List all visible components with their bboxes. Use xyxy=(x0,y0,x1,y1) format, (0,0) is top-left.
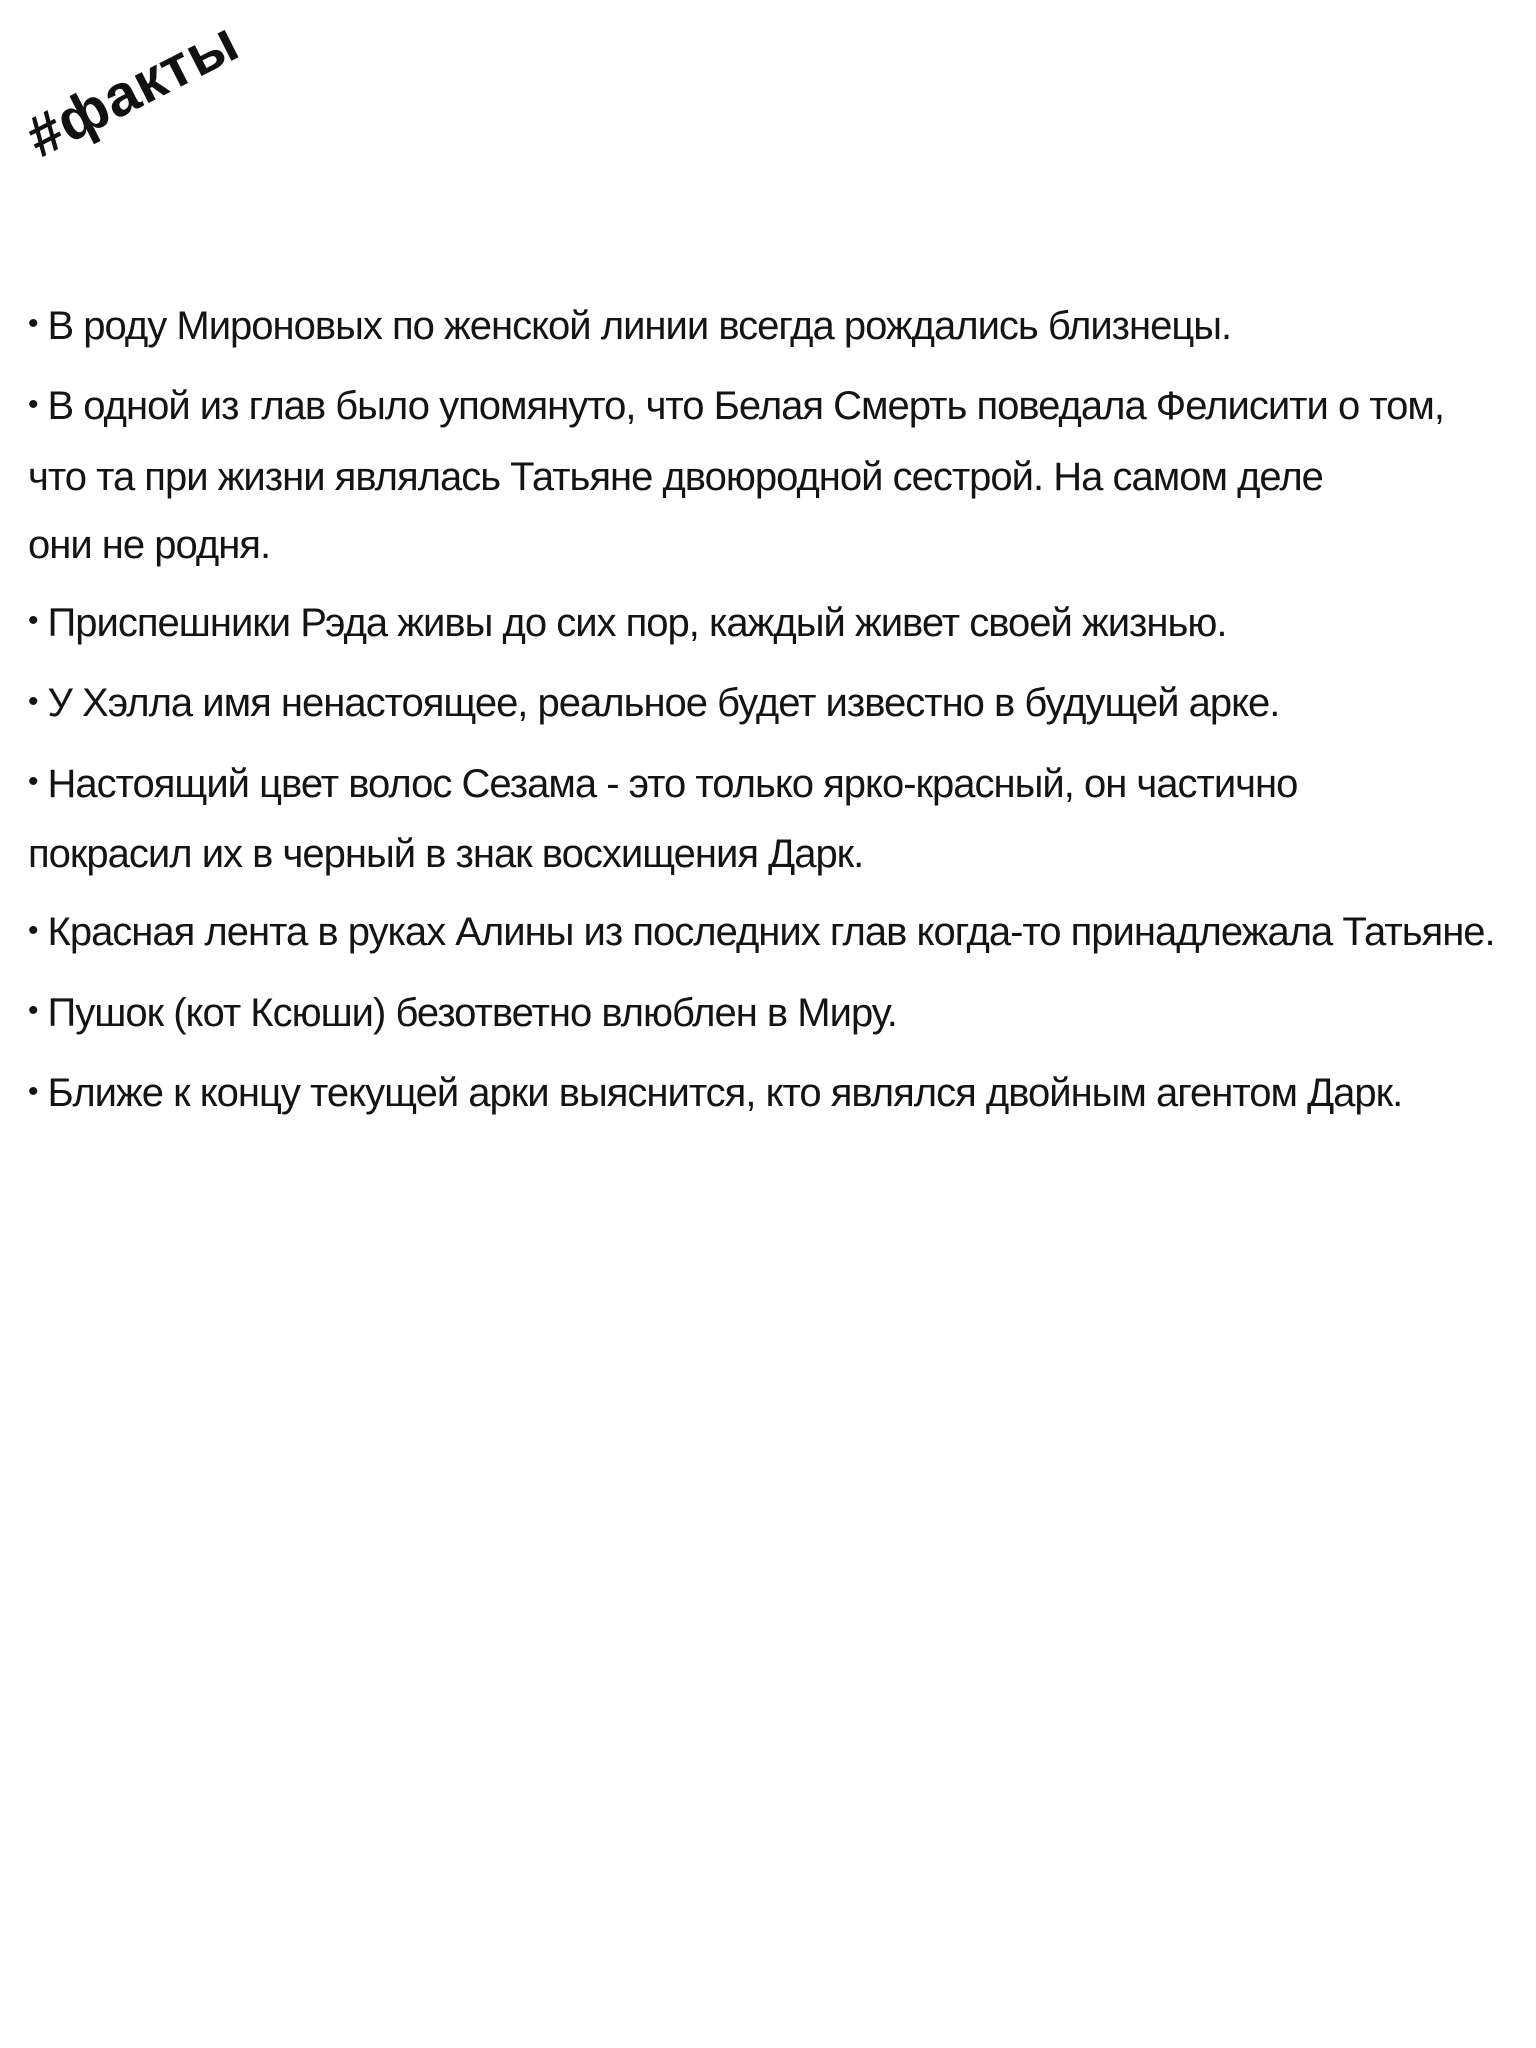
fact-line: • В одной из глав было упомянуто, что Белая Смерть поведала Фелисити о том, xyxy=(28,372,1528,442)
fact-item xyxy=(28,669,1528,739)
bullet-marker: • xyxy=(28,994,38,1028)
fact-item xyxy=(28,979,1528,1049)
fact-item xyxy=(28,589,1528,659)
fact-line: • Ближе к концу текущей арки выяснится, кто являлся двойным агентом Дарк. xyxy=(28,1059,1528,1129)
bullet-marker: • xyxy=(28,913,38,947)
fact-item xyxy=(28,292,1528,362)
facts-list xyxy=(28,292,1528,1140)
fact-item xyxy=(28,372,1528,578)
fact-line: • Приспешники Рэда живы до сих пор, каждый живет своей жизнью. xyxy=(28,589,1528,659)
fact-line: • Красная лента в руках Алины из последних глав когда-то принадлежала Татьяне. xyxy=(28,898,1528,968)
bullet-marker: • xyxy=(28,604,38,638)
bullet-marker: • xyxy=(28,387,38,421)
bullet-marker: • xyxy=(28,684,38,718)
fact-line: покрасил их в черный в знак восхищения Дарк. xyxy=(28,832,864,877)
bullet-marker: • xyxy=(28,1074,38,1108)
hashtag-title: #факты xyxy=(16,8,249,171)
fact-line: что та при жизни являлась Татьяне двоюродной сестрой. На самом деле xyxy=(28,454,1323,499)
fact-line: • Настоящий цвет волос Сезама - это только ярко-красный, он частично xyxy=(28,750,1528,820)
bullet-marker: • xyxy=(28,307,38,341)
fact-item xyxy=(28,1059,1528,1129)
fact-line: • У Хэлла имя ненастоящее, реальное будет известно в будущей арке. xyxy=(28,669,1528,739)
fact-item xyxy=(28,898,1528,968)
fact-item xyxy=(28,750,1528,888)
fact-line: • Пушок (кот Ксюши) безответно влюблен в Миру. xyxy=(28,979,1528,1049)
fact-line: они не родня. xyxy=(28,522,271,567)
fact-line: • В роду Мироновых по женской линии всегда рождались близнецы. xyxy=(28,292,1528,362)
bullet-marker: • xyxy=(28,765,38,799)
